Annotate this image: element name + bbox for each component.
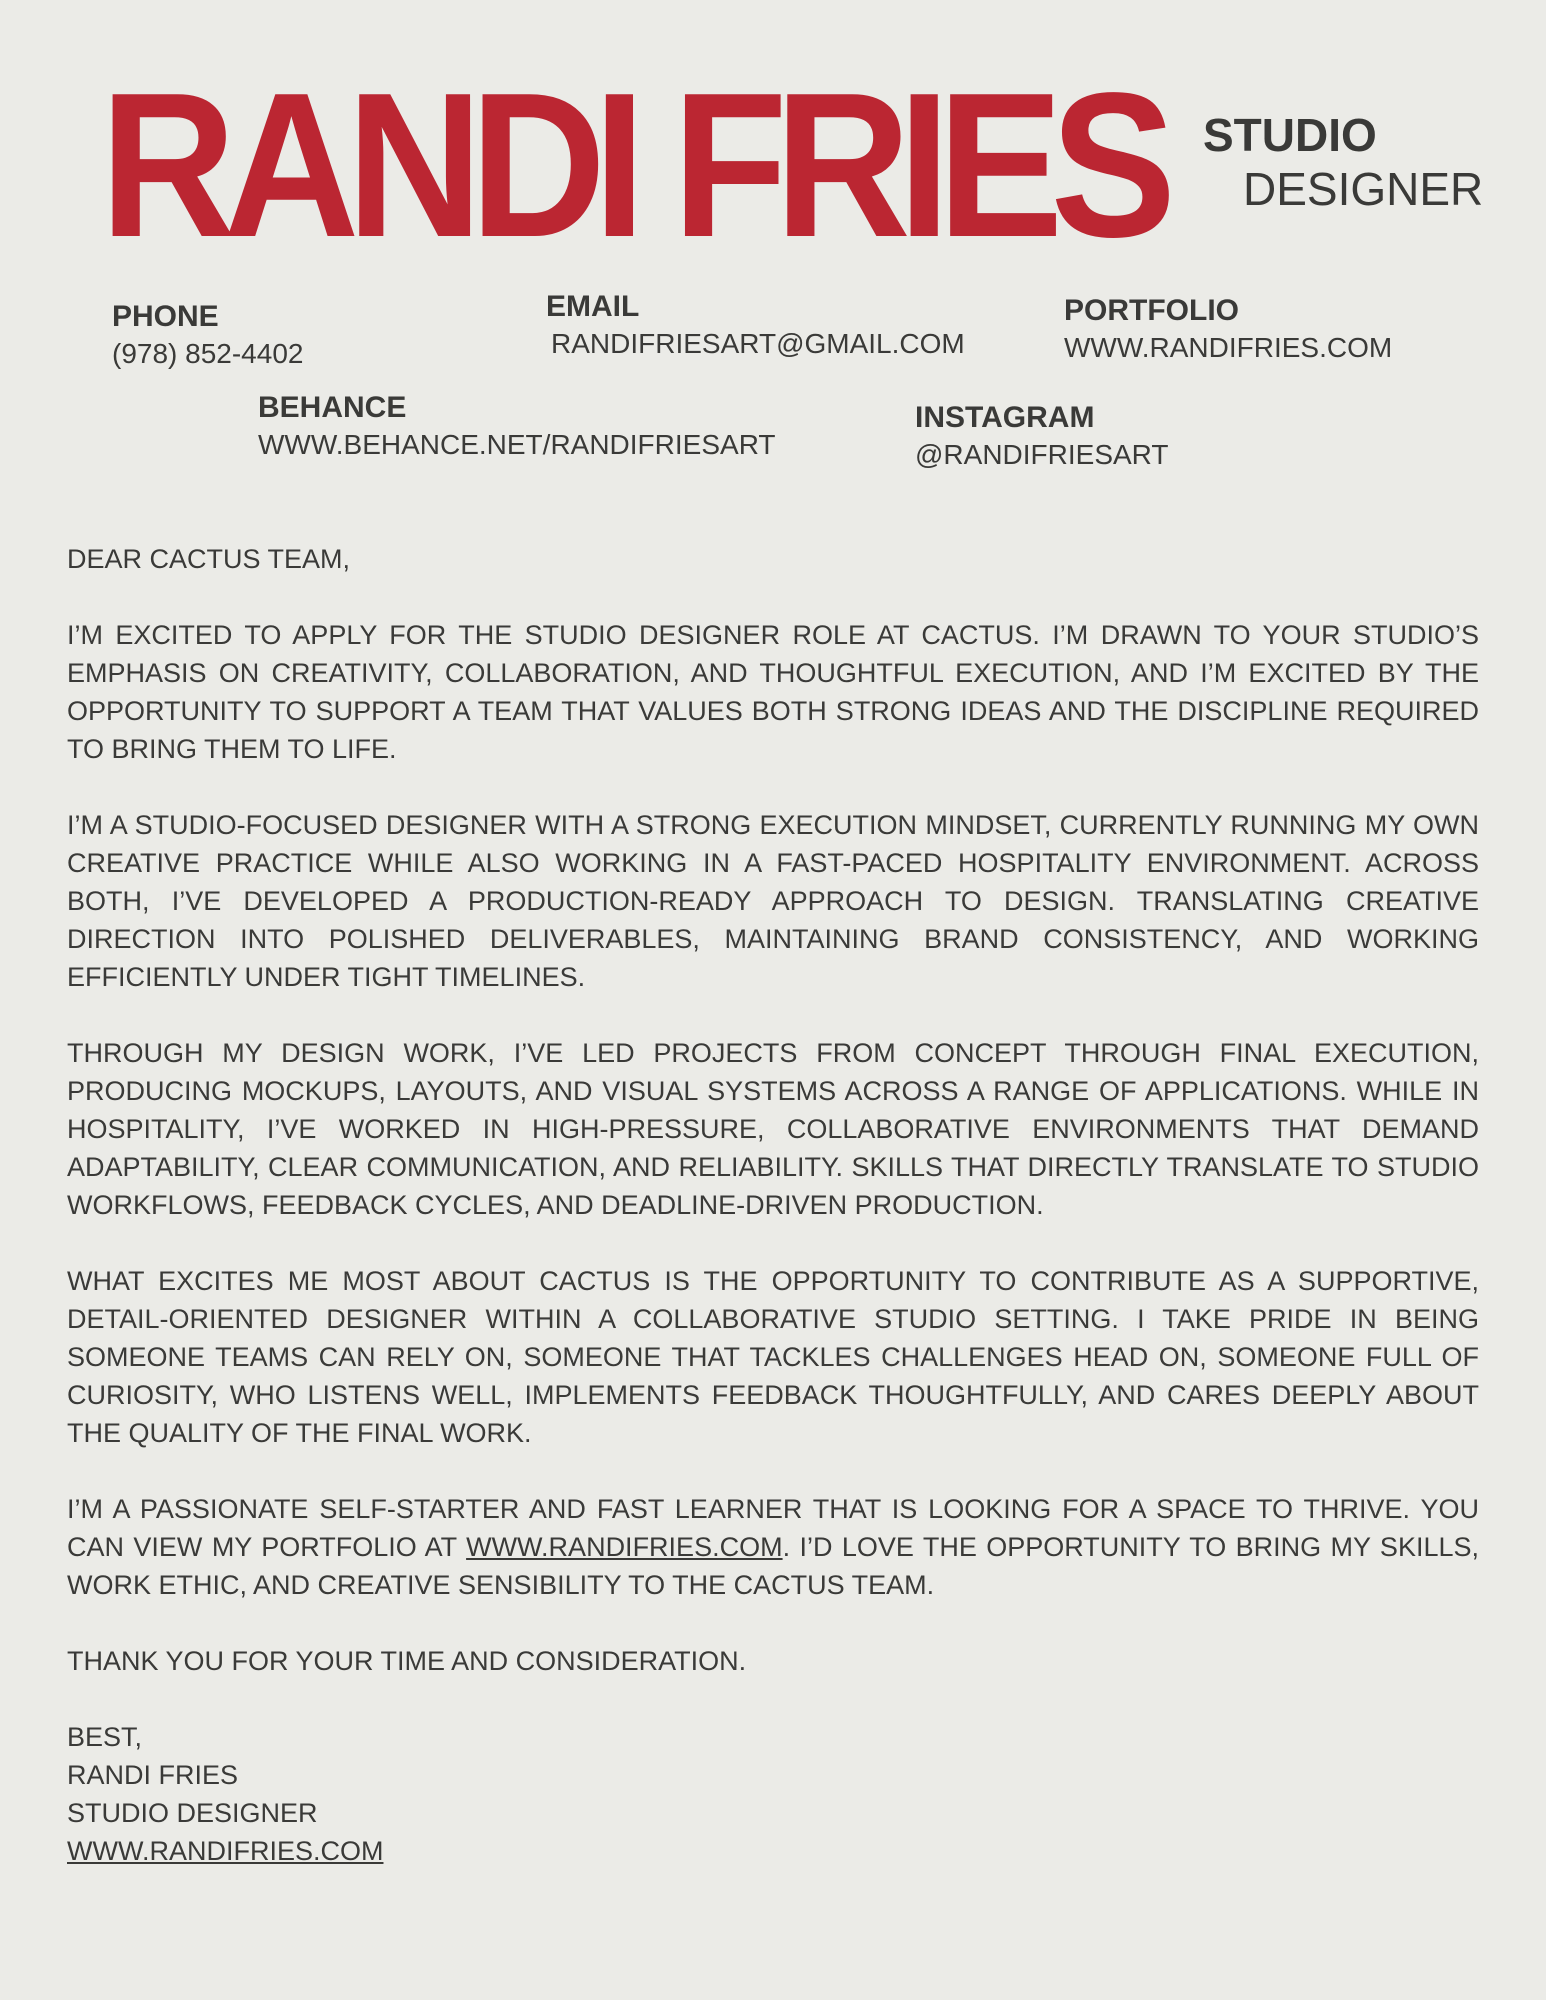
paragraph-thanks: THANK YOU FOR YOUR TIME AND CONSIDERATION.	[67, 1646, 747, 1676]
signoff	[67, 1718, 1479, 1870]
signature-name: RANDI FRIES	[67, 1760, 239, 1790]
contact-portfolio	[1064, 296, 1392, 362]
cover-letter-body	[67, 540, 1479, 1870]
contact-instagram	[915, 403, 1169, 469]
salutation: DEAR CACTUS TEAM,	[67, 544, 351, 574]
behance-value[interactable]: WWW.BEHANCE.NET/RANDIFRIESART	[258, 429, 776, 460]
signature-title: STUDIO DESIGNER	[67, 1798, 318, 1828]
paragraph-intro: I’M EXCITED TO APPLY FOR THE STUDIO DESIGNER ROLE AT CACTUS. I’M DRAWN TO YOUR STUDIO’S EMPHASIS ON CREATIVITY, COLLABORATION, AND THOUGHTFUL EXECUTION, AND I’M EXCITED BY THE OPPORTUNITY TO SUPPORT A TEAM THAT VALUES BOTH STRONG IDEAS AND THE DISCIPLINE REQUIRED TO BRING THEM TO LIFE.	[67, 620, 1479, 764]
phone-label: PHONE	[112, 300, 219, 333]
phone-value[interactable]: (978) 852-4402	[112, 338, 304, 369]
closing: BEST,	[67, 1722, 143, 1752]
paragraph-experience: THROUGH MY DESIGN WORK, I’VE LED PROJECTS FROM CONCEPT THROUGH FINAL EXECUTION, PRODUCING MOCKUPS, LAYOUTS, AND VISUAL SYSTEMS ACROSS A RANGE OF APPLICATIONS. WHILE IN HOSPITALITY, I’VE WORKED IN HIGH-PRESSURE, COLLABORATIVE ENVIRONMENTS THAT DEMAND ADAPTABILITY, CLEAR COMMUNICATION, AND RELIABILITY. SKILLS THAT DIRECTLY TRANSLATE TO STUDIO WORKFLOWS, FEEDBACK CYCLES, AND DEADLINE-DRIVEN PRODUCTION.	[67, 1038, 1479, 1220]
signature-link[interactable]: WWW.RANDIFRIES.COM	[67, 1836, 384, 1866]
behance-label: BEHANCE	[258, 391, 407, 424]
portfolio-text-after: . I’D LOVE THE OPPORTUNITY TO BRING MY SKILLS, WORK ETHIC, AND CREATIVE SENSIBILITY TO THE CACTUS TEAM.	[67, 1532, 1479, 1600]
portfolio-value[interactable]: WWW.RANDIFRIES.COM	[1064, 332, 1393, 363]
portfolio-text-before: I’M A PASSIONATE SELF-STARTER AND FAST LEARNER THAT IS LOOKING FOR A SPACE TO THRIVE. YOU CAN VIEW MY PORTFOLIO AT	[67, 1494, 1479, 1562]
email-label: EMAIL	[546, 290, 640, 323]
paragraph-motivation: WHAT EXCITES ME MOST ABOUT CACTUS IS THE OPPORTUNITY TO CONTRIBUTE AS A SUPPORTIVE, DETAIL-ORIENTED DESIGNER WITHIN A COLLABORATIVE STUDIO SETTING. I TAKE PRIDE IN BEING SOMEONE TEAMS CAN RELY ON, SOMEONE THAT TACKLES CHALLENGES HEAD ON, SOMEONE FULL OF CURIOSITY, WHO LISTENS WELL, IMPLEMENTS FEEDBACK THOUGHTFULLY, AND CARES DEEPLY ABOUT THE QUALITY OF THE FINAL WORK.	[67, 1266, 1479, 1448]
role-title-line2: DESIGNER	[1243, 163, 1484, 215]
instagram-label: INSTAGRAM	[915, 401, 1095, 434]
portfolio-link[interactable]: WWW.RANDIFRIES.COM	[466, 1532, 783, 1562]
paragraph-portfolio	[67, 1490, 1479, 1604]
email-value[interactable]: RANDIFRIESART@GMAIL.COM	[551, 328, 965, 359]
portfolio-label: PORTFOLIO	[1064, 294, 1239, 327]
role-title-line1: STUDIO	[1203, 109, 1377, 161]
instagram-value[interactable]: @RANDIFRIESART	[915, 439, 1169, 470]
contact-behance	[258, 393, 776, 459]
paragraph-background: I’M A STUDIO-FOCUSED DESIGNER WITH A STRONG EXECUTION MINDSET, CURRENTLY RUNNING MY OWN CREATIVE PRACTICE WHILE ALSO WORKING IN A FAST-PACED HOSPITALITY ENVIRONMENT. ACROSS BOTH, I’VE DEVELOPED A PRODUCTION-READY APPROACH TO DESIGN. TRANSLATING CREATIVE DIRECTION INTO POLISHED DELIVERABLES, MAINTAINING BRAND CONSISTENCY, AND WORKING EFFICIENTLY UNDER TIGHT TIMELINES.	[67, 810, 1479, 992]
contact-email	[546, 292, 965, 358]
applicant-name: RANDI FRIES	[100, 50, 1164, 280]
contact-phone	[112, 302, 303, 368]
